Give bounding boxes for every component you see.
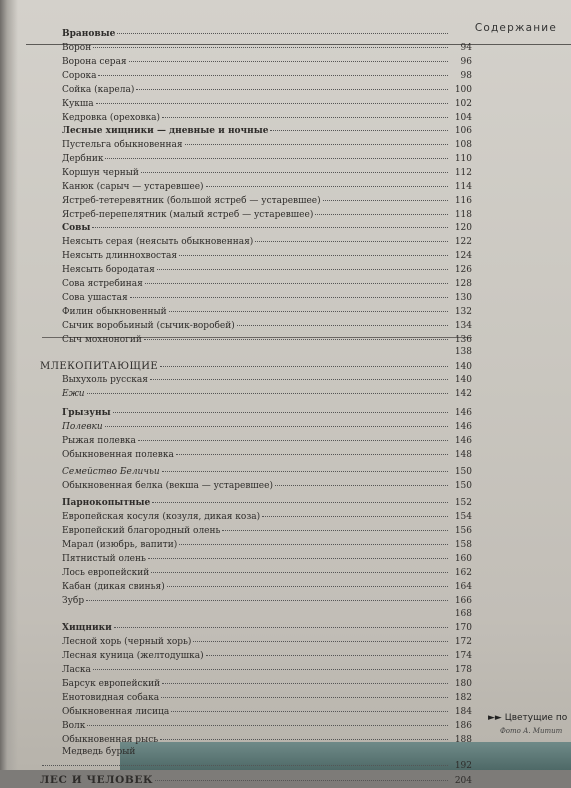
dot-leader [114,627,448,628]
toc-entry-page: 98 [460,71,472,81]
toc-entry [40,98,472,111]
toc-entry-page: 154 [454,512,472,522]
toc-entry [40,236,472,249]
toc-entry [40,84,472,97]
toc-entry [40,56,472,69]
dot-leader [42,765,448,766]
toc-entry-label: Енотовидная собака [62,693,160,703]
dot-leader [206,186,448,187]
toc-entry-label: Кукша [62,99,94,109]
toc-entry-label: Хищники [62,623,112,633]
dot-leader [262,516,448,517]
toc-entry-label: Лесная куница (желтодушка) [62,651,204,661]
toc-entry-page: 120 [454,223,472,233]
dot-leader [176,454,448,455]
toc-entry-page: 146 [454,436,472,446]
toc-entry-label: ЛЕС И ЧЕЛОВЕК [40,774,154,786]
side-caption: ►► Цветущие по [488,713,568,723]
toc-entry-label: Канюк (сарыч — устаревшее) [62,182,204,192]
toc-entry [40,553,472,566]
toc-entry-page: 178 [454,665,472,675]
toc-entry-page: 140 [454,375,472,385]
toc-entry [40,42,472,55]
dot-leader [148,558,448,559]
toc-entry [40,746,472,759]
toc-entry-label: Филин обыкновенный [62,307,167,317]
toc-entry-page: 164 [454,582,472,592]
toc-entry [40,374,472,387]
toc-entry [40,706,472,719]
dot-leader [237,325,448,326]
dot-leader [193,641,448,642]
toc-entry-page: 94 [460,43,472,53]
toc-entry-page: 136 [454,335,472,345]
toc-entry-label: Обыкновенная полевка [62,450,174,460]
binding-shadow [0,0,18,770]
toc-entry-label: Обыкновенная рысь [62,735,159,745]
toc-entry [40,167,472,180]
dot-leader [141,172,448,173]
toc-entry [40,28,472,41]
dot-leader [152,502,448,503]
toc-entry-label: Сычик воробьиный (сычик-воробей) [62,321,235,331]
dot-leader [160,366,448,367]
toc-entry [40,292,472,305]
toc-entry-label: Неясыть бородатая [62,265,155,275]
dot-leader [323,200,448,201]
toc-entry-page: 204 [454,776,472,786]
toc-entry-label: Пустельга обыкновенная [62,140,183,150]
dot-leader [129,61,448,62]
dot-leader [179,544,448,545]
toc-entry-label: Барсук европейский [62,679,161,689]
dot-leader [162,471,448,472]
dot-leader [150,379,448,380]
header-title: Содержание [474,22,557,34]
toc-entry [40,678,472,691]
toc-entry-label: Кедровка (ореховка) [62,113,161,123]
toc-entry-page: 150 [454,467,472,477]
toc-entry [40,595,472,608]
dot-leader [167,586,448,587]
dot-leader [138,440,448,441]
toc-entry [40,511,472,524]
toc-entry-label: Сыч мохноногий [62,335,142,345]
dot-leader [169,311,448,312]
toc-entry-label: Лось европейский [62,568,150,578]
toc-entry-label: МЛЕКОПИТАЮЩИЕ [40,361,159,372]
toc-entry-page: 100 [454,85,472,95]
toc-entry-label: Парнокопытные [62,498,151,508]
toc-entry [40,306,472,319]
toc-entry [40,388,472,401]
toc-entry-label: Кабан (дикая свинья) [62,582,165,592]
toc-entry-label: Полевки [62,422,103,432]
toc-entry-page: 130 [454,293,472,303]
toc-entry-label: Пятнистый олень [62,554,146,564]
dot-leader [151,572,448,573]
toc-entry-page: 114 [454,182,472,192]
dot-leader [136,89,448,90]
dot-leader [185,144,448,145]
dot-leader [162,117,448,118]
toc-entry-label: Европейская косуля (козуля, дикая коза) [62,512,261,522]
dot-leader [105,426,448,427]
toc-entry-label: Медведь бурый [62,747,136,757]
toc-entry-label: Зубр [62,596,85,606]
toc-entry [40,650,472,663]
toc-entry [40,346,472,359]
dot-leader [96,103,448,104]
toc-entry [40,435,472,448]
toc-entry-label: Рыжая полевка [62,436,136,446]
toc-entry-page: 124 [454,251,472,261]
dot-leader [162,683,448,684]
toc-entry-label: Выхухоль русская [62,375,148,385]
toc-entry-page: 162 [454,568,472,578]
dot-leader [92,227,448,228]
dot-leader [87,393,448,394]
dot-leader [275,485,448,486]
toc-entry-label: Обыкновенная лисица [62,707,170,717]
toc-entry [40,720,472,733]
toc-entry-page: 192 [454,761,472,771]
toc-entry [40,774,472,787]
toc-entry [40,539,472,552]
toc-entry [40,525,472,538]
photo-credit: Фото А. Митит [500,727,563,735]
dot-leader [105,158,448,159]
toc-entry-page: 138 [454,347,472,357]
toc-entry [40,125,472,138]
toc-entry-page: 174 [454,651,472,661]
toc-entry [40,636,472,649]
toc-entry [40,407,472,420]
toc-entry-page: 140 [454,362,472,372]
toc-entry-label: Ястреб-тетеревятник (большой ястреб — устаревшее) [62,196,321,206]
toc-entry [40,320,472,333]
toc-entry-label: Ястреб-перепелятник (малый ястреб — устаревшее) [62,210,314,220]
toc-entry [40,153,472,166]
toc-entry-page: 156 [454,526,472,536]
dot-leader [87,725,448,726]
toc-entry-label: Дербник [62,154,104,164]
toc-entry [40,264,472,277]
toc-entry-page: 142 [454,389,472,399]
toc-entry [40,449,472,462]
dot-leader [93,47,448,48]
dot-leader [98,75,448,76]
toc-entry-page: 180 [454,679,472,689]
toc-entry-page: 148 [454,450,472,460]
dot-leader [270,130,448,131]
toc-entry-page: 112 [454,168,472,178]
dot-leader [93,669,448,670]
toc-entry-label: Волк [62,721,86,731]
toc-entry-label: Обыкновенная белка (векша — устаревшее) [62,481,273,491]
toc-entry-page: 116 [454,196,472,206]
toc-entry-page: 132 [454,307,472,317]
dot-leader [160,739,448,740]
toc-entry [40,581,472,594]
dot-leader [255,241,448,242]
toc-entry-label: Европейский благородный олень [62,526,221,536]
dot-leader [86,600,448,601]
toc-entry-label: Ежи [62,389,85,399]
toc-entry-label: Ласка [62,665,91,675]
toc-entry [40,567,472,580]
dot-leader [130,297,448,298]
toc-entry-page: 188 [454,735,472,745]
toc-entry-label: Сойка (карела) [62,85,135,95]
toc-entry-page: 128 [454,279,472,289]
toc-entry-label: Лесной хорь (черный хорь) [62,637,192,647]
dot-leader [113,412,448,413]
toc-entry-page: 168 [454,609,472,619]
toc-entry [40,466,472,479]
dot-leader [206,655,448,656]
toc-entry [40,664,472,677]
dot-leader [145,283,448,284]
toc-entry-page: 152 [454,498,472,508]
toc-entry-label: Совы [62,223,91,233]
dot-leader [157,269,448,270]
toc-entry-page: 150 [454,481,472,491]
toc-entry-label: Сорока [62,71,97,81]
toc-entry-page: 126 [454,265,472,275]
dot-leader [171,711,448,712]
toc-entry [40,70,472,83]
toc-entry-page: 170 [454,623,472,633]
toc-entry-page: 96 [460,57,472,67]
toc-entry-label: Коршун черный [62,168,139,178]
toc-entry-page: 166 [454,596,472,606]
toc-entry [40,692,472,705]
toc-entry-page: 134 [454,321,472,331]
toc-entry-page: 146 [454,408,472,418]
toc-entry [40,112,472,125]
toc-entry-page: 182 [454,693,472,703]
toc-entry-label: Марал (изюбрь, вапити) [62,540,178,550]
toc-entry [40,760,472,773]
dot-leader [155,780,448,781]
toc-entry-label: Семейство Беличьи [62,467,160,477]
dot-leader [315,214,448,215]
toc-entry-page: 184 [454,707,472,717]
toc-entry-page: 110 [454,154,472,164]
dot-leader [144,339,448,340]
dot-leader [117,33,448,34]
toc-entry-label: Лесные хищники — дневные и ночные [62,126,269,136]
toc-entry-page: 104 [454,113,472,123]
toc-entry-page: 146 [454,422,472,432]
toc-entry-page: 160 [454,554,472,564]
toc-entry-page: 102 [454,99,472,109]
toc-entry-page: 186 [454,721,472,731]
toc-entry [40,278,472,291]
toc-entry-label: Врановые [62,29,116,39]
toc-entry [40,250,472,263]
toc-entry-page: 118 [454,210,472,220]
toc-entry [40,209,472,222]
toc-entry-page: 106 [454,126,472,136]
toc-entry-label: Неясыть серая (неясыть обыкновенная) [62,237,254,247]
toc-entry [40,195,472,208]
toc-entry-label: Ворона серая [62,57,127,67]
toc-entry [40,181,472,194]
toc-entry-page: 158 [454,540,472,550]
toc-entry-label: Неясыть длиннохвостая [62,251,178,261]
dot-leader [222,530,448,531]
toc-entry [40,222,472,235]
toc-entry-label: Сова ястребиная [62,279,143,289]
toc-entry-page: 172 [454,637,472,647]
toc-entry-page: 122 [454,237,472,247]
dot-leader [161,697,448,698]
toc-entry [40,139,472,152]
toc-entry-label: Сова ушастая [62,293,128,303]
toc-entry [40,622,472,635]
toc-entry-label: Ворон [62,43,92,53]
toc-entry-page: 108 [454,140,472,150]
toc-entry [40,497,472,510]
toc-entry-label: Грызуны [62,408,111,418]
toc-entry [40,480,472,493]
toc-entry [40,421,472,434]
toc-entry [40,608,472,621]
dot-leader [179,255,448,256]
toc-entry [40,360,472,373]
